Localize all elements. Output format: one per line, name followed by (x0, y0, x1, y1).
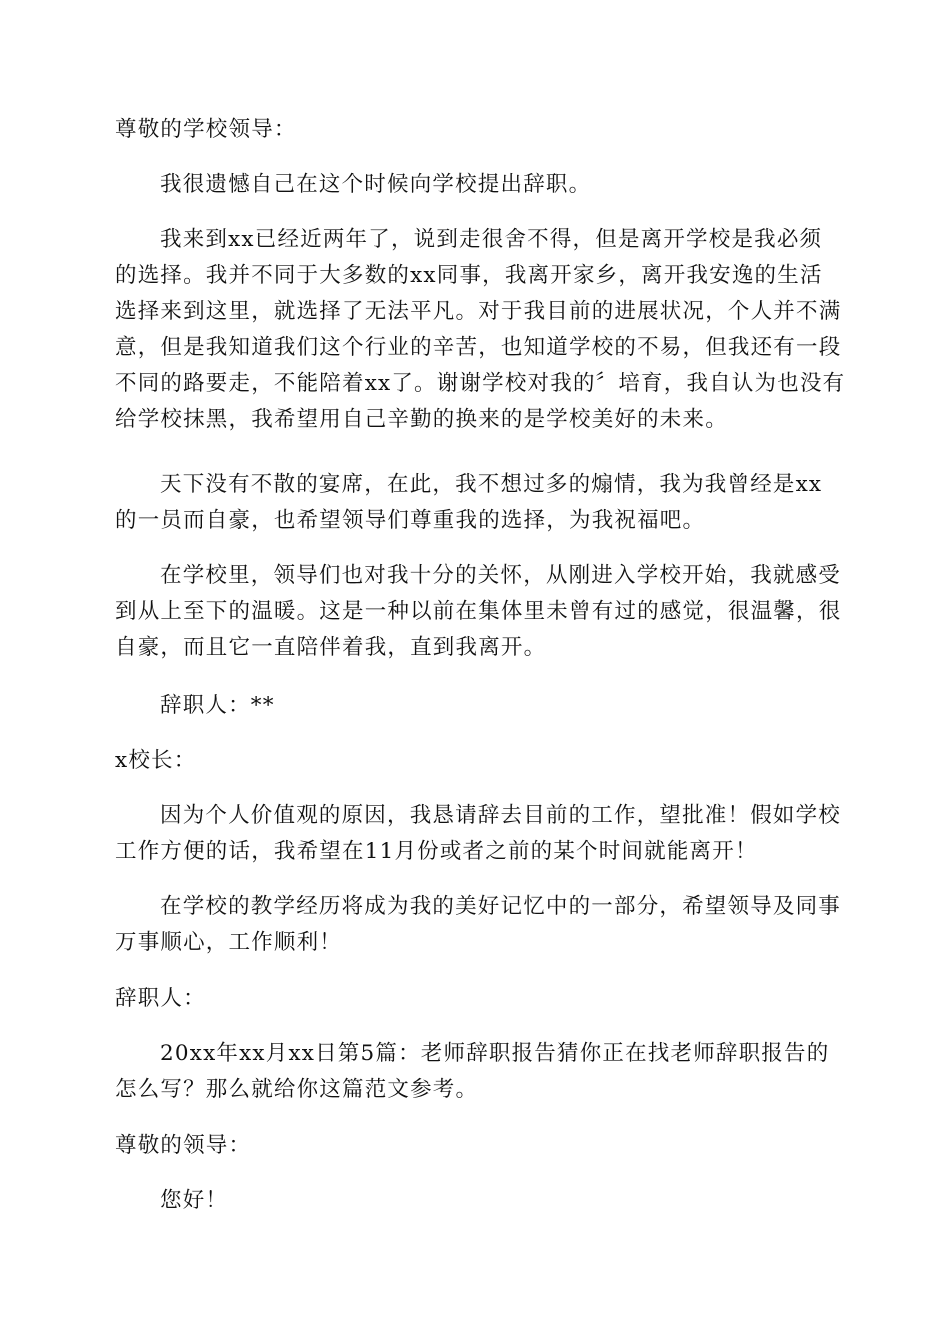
text-line: 给学校抹黑，我希望用自己辛勤的换来的是学校美好的未来。 (115, 407, 728, 432)
text-line: 工作方便的话，我希望在11月份或者之前的某个时间就能离开！ (115, 839, 758, 864)
text-line: 不同的路要走，不能陪着xx了。谢谢学校对我的〞培育，我自认为也没有 (115, 371, 846, 396)
text-line: 我来到xx已经近两年了，说到走很舍不得，但是离开学校是我必须 (160, 227, 823, 252)
text-line: 尊敬的学校领导： (115, 117, 297, 142)
greeting (160, 1183, 880, 1219)
paragraph-farewell (115, 467, 880, 539)
text-line: 天下没有不散的宴席，在此，我不想过多的煽情，我为我曾经是xx (160, 472, 823, 497)
signature-line-1 (160, 688, 880, 724)
text-line: 到从上至下的温暖。这是一种以前在集体里未曾有过的感觉，很温馨，很 (115, 599, 842, 624)
text-line: 您好！ (160, 1188, 229, 1213)
text-line: 的一员而自豪，也希望领导们尊重我的选择，为我祝福吧。 (115, 508, 706, 533)
paragraph-gratitude (115, 558, 880, 666)
text-line: 20xx年xx月xx日第5篇：老师辞职报告猜你正在找老师辞职报告的 (160, 1041, 830, 1066)
paragraph-date-intro (115, 1036, 880, 1108)
paragraph-regret (160, 167, 880, 203)
paragraph-wishes (115, 889, 880, 961)
salutation-school-leaders (115, 112, 835, 148)
text-line: 万事顺心，工作顺利！ (115, 930, 343, 955)
text-line: 选择来到这里，就选择了无法平凡。对于我目前的进展状况，个人并不满 (115, 299, 842, 324)
text-line: 怎么写？那么就给你这篇范文参考。 (115, 1077, 479, 1102)
text-line: 因为个人价值观的原因，我恳请辞去目前的工作，望批准！假如学校 (160, 803, 842, 828)
text-line: 辞职人：** (160, 693, 275, 718)
text-line: 我很遗憾自己在这个时候向学校提出辞职。 (160, 172, 592, 197)
paragraph-request (115, 798, 880, 870)
paragraph-background (115, 222, 880, 438)
text-line: 尊敬的领导： (115, 1133, 252, 1158)
text-line: 在学校里，领导们也对我十分的关怀，从刚进入学校开始，我就感受 (160, 563, 842, 588)
text-line: 意，但是我知道我们这个行业的辛苦，也知道学校的不易，但我还有一段 (115, 335, 842, 360)
salutation-principal (115, 743, 835, 779)
text-line: 辞职人： (115, 986, 206, 1011)
text-line: 在学校的教学经历将成为我的美好记忆中的一部分，希望领导及同事 (160, 894, 842, 919)
text-line: x校长： (115, 748, 197, 773)
signature-line-2 (115, 981, 835, 1017)
text-line: 自豪，而且它一直陪伴着我，直到我离开。 (115, 635, 547, 660)
salutation-leader (115, 1128, 835, 1164)
text-line: 的选择。我并不同于大多数的xx同事，我离开家乡，离开我安逸的生活 (115, 263, 823, 288)
